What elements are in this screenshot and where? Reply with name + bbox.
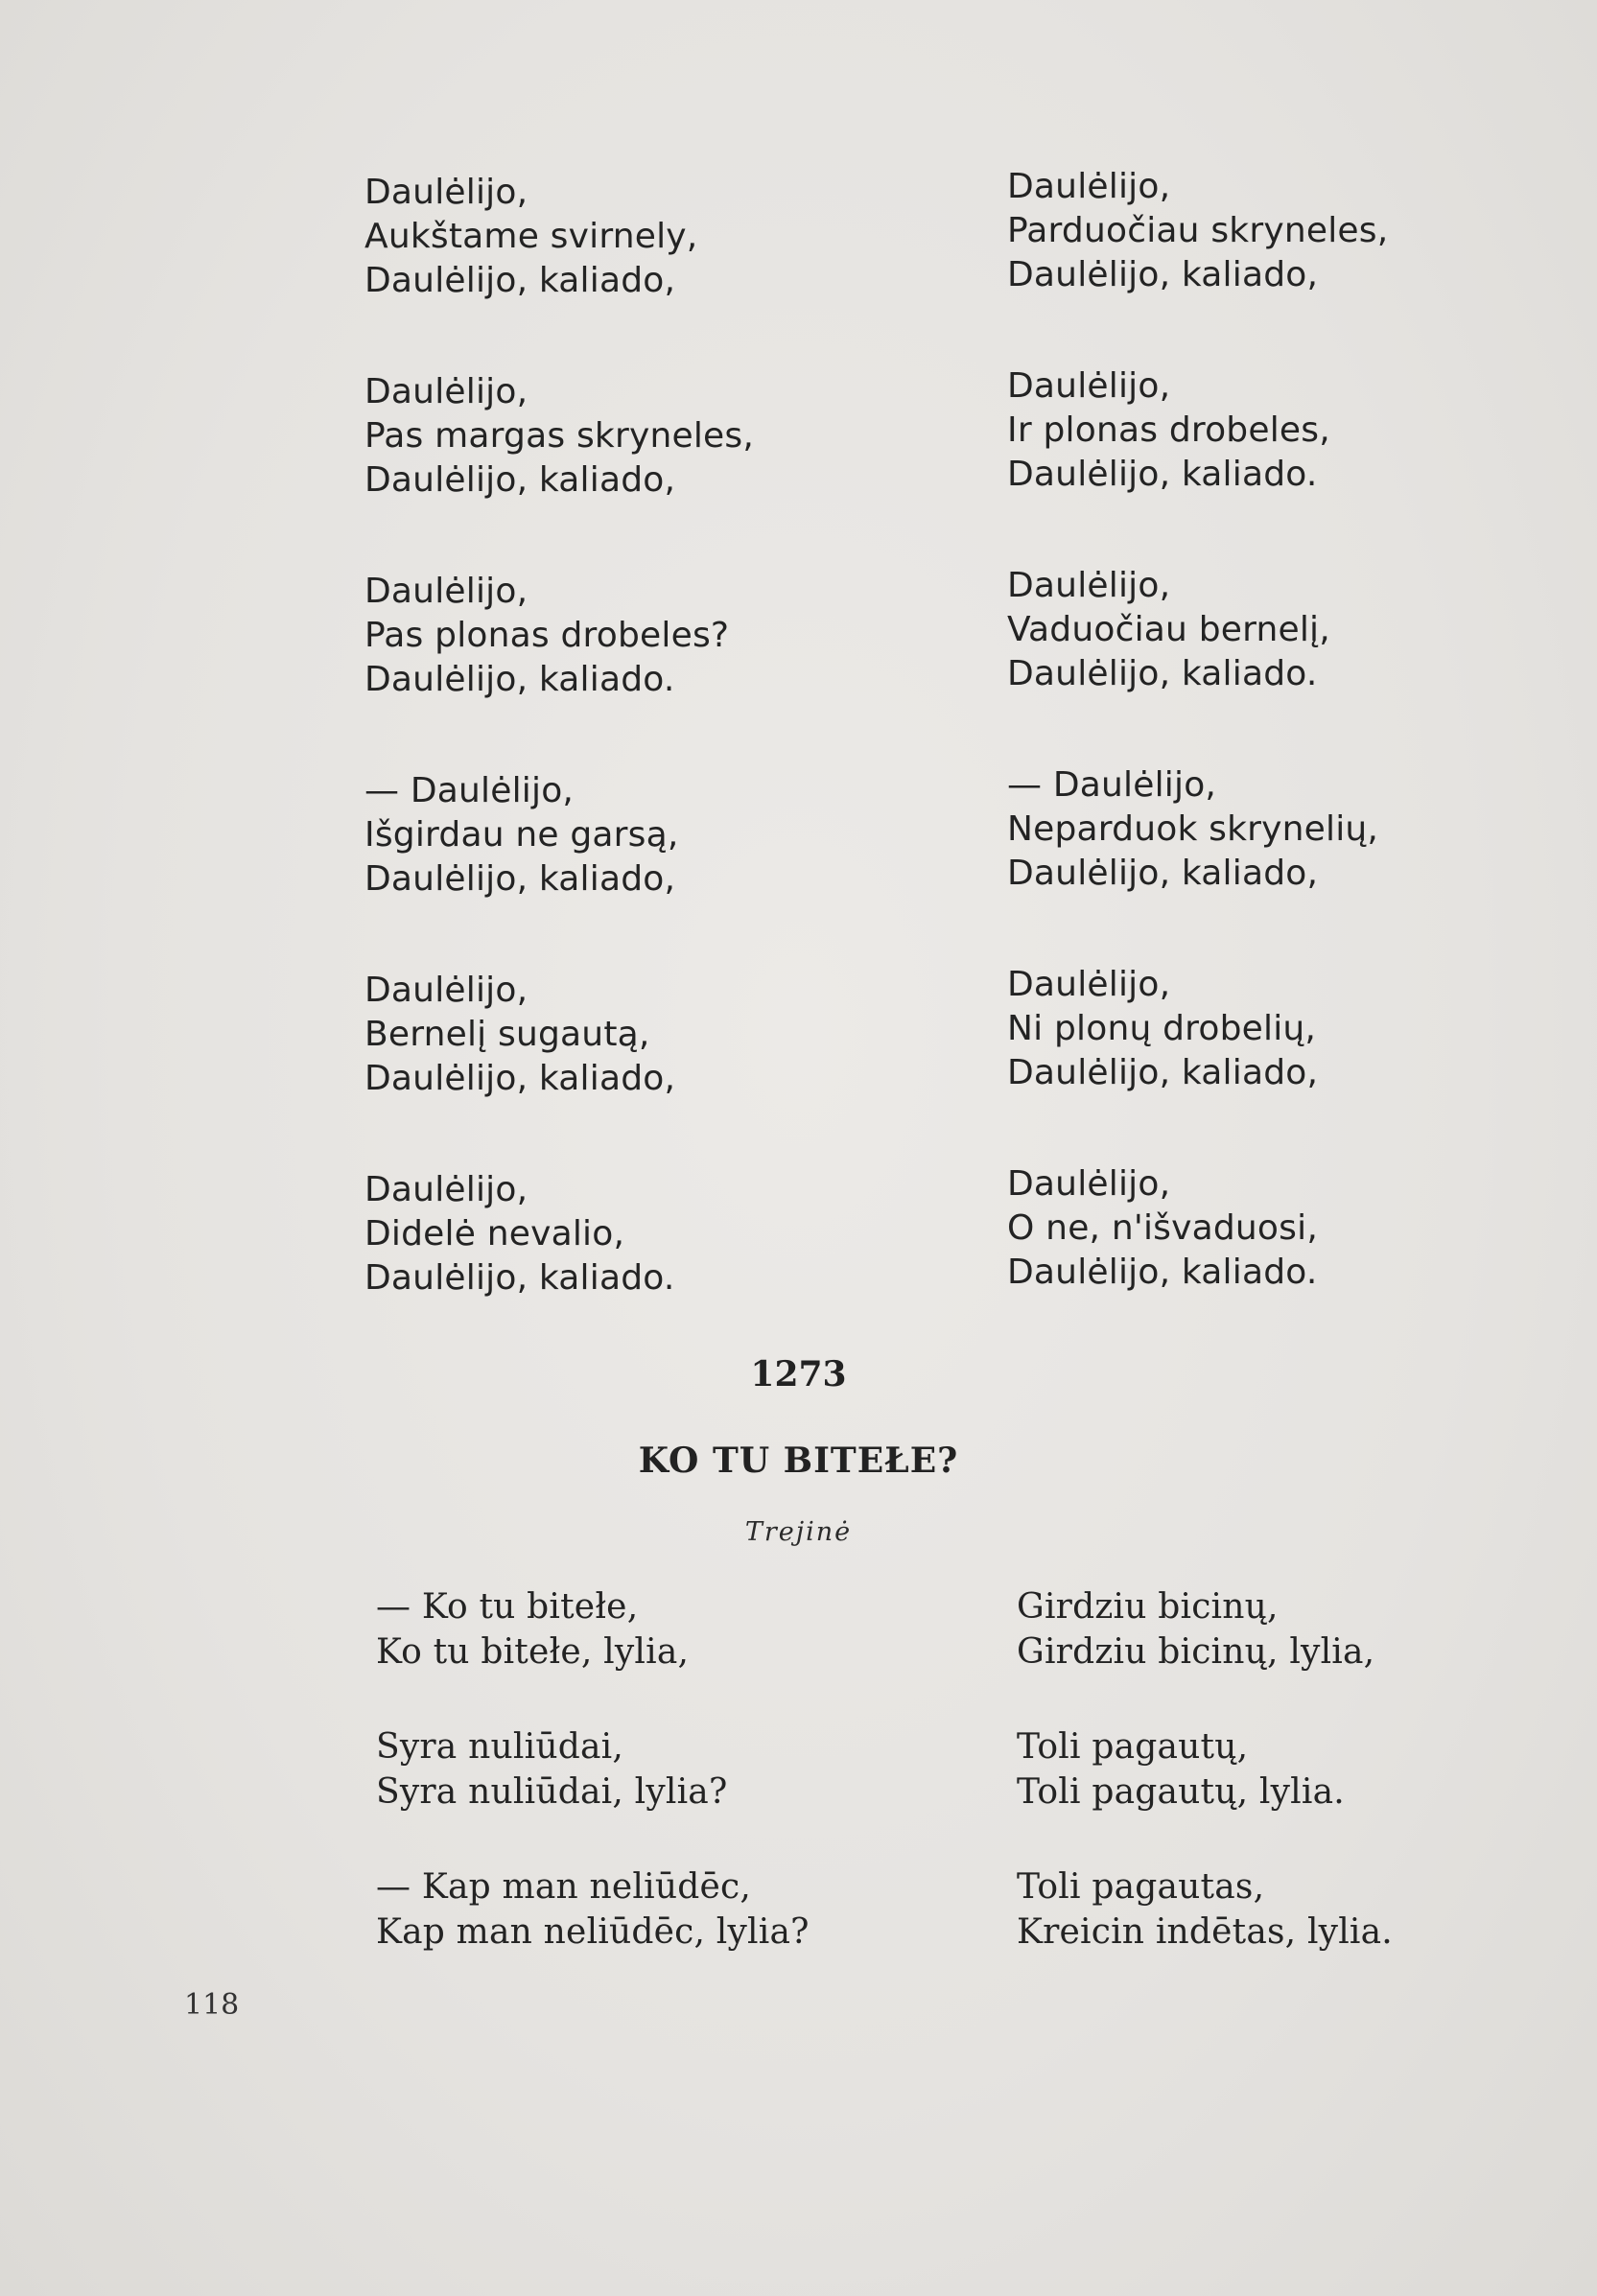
page-number: 118 bbox=[184, 1988, 240, 2022]
verse-line: Daulėlijo, kaliado, bbox=[1007, 255, 1319, 294]
verse-line: Daulėlijo, kaliado, bbox=[364, 1059, 676, 1098]
verse-line: Daulėlijo, bbox=[364, 572, 528, 611]
verse-line: Daulėlijo, kaliado. bbox=[1007, 1253, 1318, 1292]
verse-line: O ne, n'išvaduosi, bbox=[1007, 1208, 1318, 1248]
stanza bbox=[376, 1724, 951, 1815]
verse-line: Kreicin indētas, lylia. bbox=[1017, 1912, 1393, 1952]
stanza bbox=[1017, 1584, 1573, 1675]
song-number: 1273 bbox=[750, 1354, 847, 1394]
verse-line: Syra nuliūdai, lylia? bbox=[376, 1772, 728, 1812]
verse-line: Didelė nevalio, bbox=[364, 1214, 625, 1253]
stanza bbox=[364, 370, 902, 503]
verse-line: — Daulėlijo, bbox=[1007, 765, 1217, 805]
verse-line: Daulėlijo, kaliado. bbox=[1007, 654, 1318, 693]
verse-line: Daulėlijo, kaliado. bbox=[1007, 455, 1318, 494]
verse-line: Toli pagautų, bbox=[1017, 1727, 1249, 1767]
stanza bbox=[1017, 1724, 1573, 1815]
stanza bbox=[364, 1168, 902, 1300]
stanza bbox=[1007, 364, 1563, 497]
stanza bbox=[364, 969, 902, 1101]
verse-line: Girdziu bicinų, lylia, bbox=[1017, 1632, 1375, 1672]
verse-line: Daulėlijo, bbox=[364, 971, 528, 1010]
stanza bbox=[1007, 1162, 1563, 1295]
verse-line: Daulėlijo, kaliado, bbox=[1007, 854, 1319, 893]
verse-line: Pas margas skryneles, bbox=[364, 416, 754, 456]
verse-line: Daulėlijo, kaliado, bbox=[1007, 1053, 1319, 1092]
verse-line: Daulėlijo, bbox=[1007, 366, 1171, 406]
stanza bbox=[1007, 763, 1563, 896]
stanza bbox=[1007, 165, 1563, 297]
verse-line: Išgirdau ne garsą, bbox=[364, 815, 679, 855]
song-left-column bbox=[364, 171, 902, 1368]
stanza bbox=[364, 769, 902, 902]
verse-line: Aukštame svirnely, bbox=[364, 217, 698, 256]
verse-line: — Ko tu bitełe, bbox=[376, 1587, 639, 1627]
verse-line: Parduočiau skryneles, bbox=[1007, 211, 1389, 250]
stanza bbox=[1017, 1864, 1573, 1955]
verse-line: Ko tu bitełe, lylia, bbox=[376, 1632, 690, 1672]
verse-line: Daulėlijo, kaliado. bbox=[364, 1258, 675, 1298]
stanza bbox=[1007, 963, 1563, 1095]
song-1273-left-column bbox=[376, 1584, 951, 2004]
verse-line: Kap man neliūdēc, lylia? bbox=[376, 1912, 810, 1952]
verse-line: Neparduok skrynelių, bbox=[1007, 809, 1379, 849]
verse-line: Daulėlijo, bbox=[364, 173, 528, 212]
song-right-column bbox=[1007, 165, 1563, 1362]
verse-line: Vaduočiau bernelį, bbox=[1007, 610, 1330, 649]
verse-line: Toli pagautų, lylia. bbox=[1017, 1772, 1345, 1812]
verse-line: Daulėlijo, kaliado. bbox=[364, 660, 675, 699]
song-1273-right-column bbox=[1017, 1584, 1573, 2004]
verse-line: Girdziu bicinų, bbox=[1017, 1587, 1279, 1627]
stanza bbox=[376, 1584, 951, 1675]
verse-line: Syra nuliūdai, bbox=[376, 1727, 623, 1767]
stanza bbox=[364, 570, 902, 702]
verse-line: Daulėlijo, bbox=[1007, 965, 1171, 1004]
stanza bbox=[1007, 564, 1563, 696]
verse-line: Daulėlijo, bbox=[1007, 167, 1171, 206]
verse-line: Ir plonas drobeles, bbox=[1007, 410, 1330, 450]
verse-line: Daulėlijo, bbox=[364, 372, 528, 411]
verse-line: Pas plonas drobeles? bbox=[364, 616, 730, 655]
verse-line: Bernelį sugautą, bbox=[364, 1015, 650, 1054]
verse-line: Daulėlijo, bbox=[1007, 566, 1171, 605]
verse-line: Daulėlijo, bbox=[1007, 1164, 1171, 1204]
song-subtitle: Trejinė bbox=[744, 1517, 853, 1547]
verse-line: Toli pagautas, bbox=[1017, 1867, 1265, 1907]
verse-line: Daulėlijo, kaliado, bbox=[364, 261, 676, 300]
verse-line: — Kap man neliūdēc, bbox=[376, 1867, 751, 1907]
verse-line: Daulėlijo, bbox=[364, 1170, 528, 1209]
verse-line: Daulėlijo, kaliado, bbox=[364, 460, 676, 500]
verse-line: — Daulėlijo, bbox=[364, 771, 575, 810]
verse-line: Daulėlijo, kaliado, bbox=[364, 859, 676, 899]
verse-line: Ni plonų drobelių, bbox=[1007, 1009, 1317, 1048]
song-title: KO TU BITEŁE? bbox=[638, 1441, 959, 1481]
stanza bbox=[376, 1864, 951, 1955]
stanza bbox=[364, 171, 902, 303]
